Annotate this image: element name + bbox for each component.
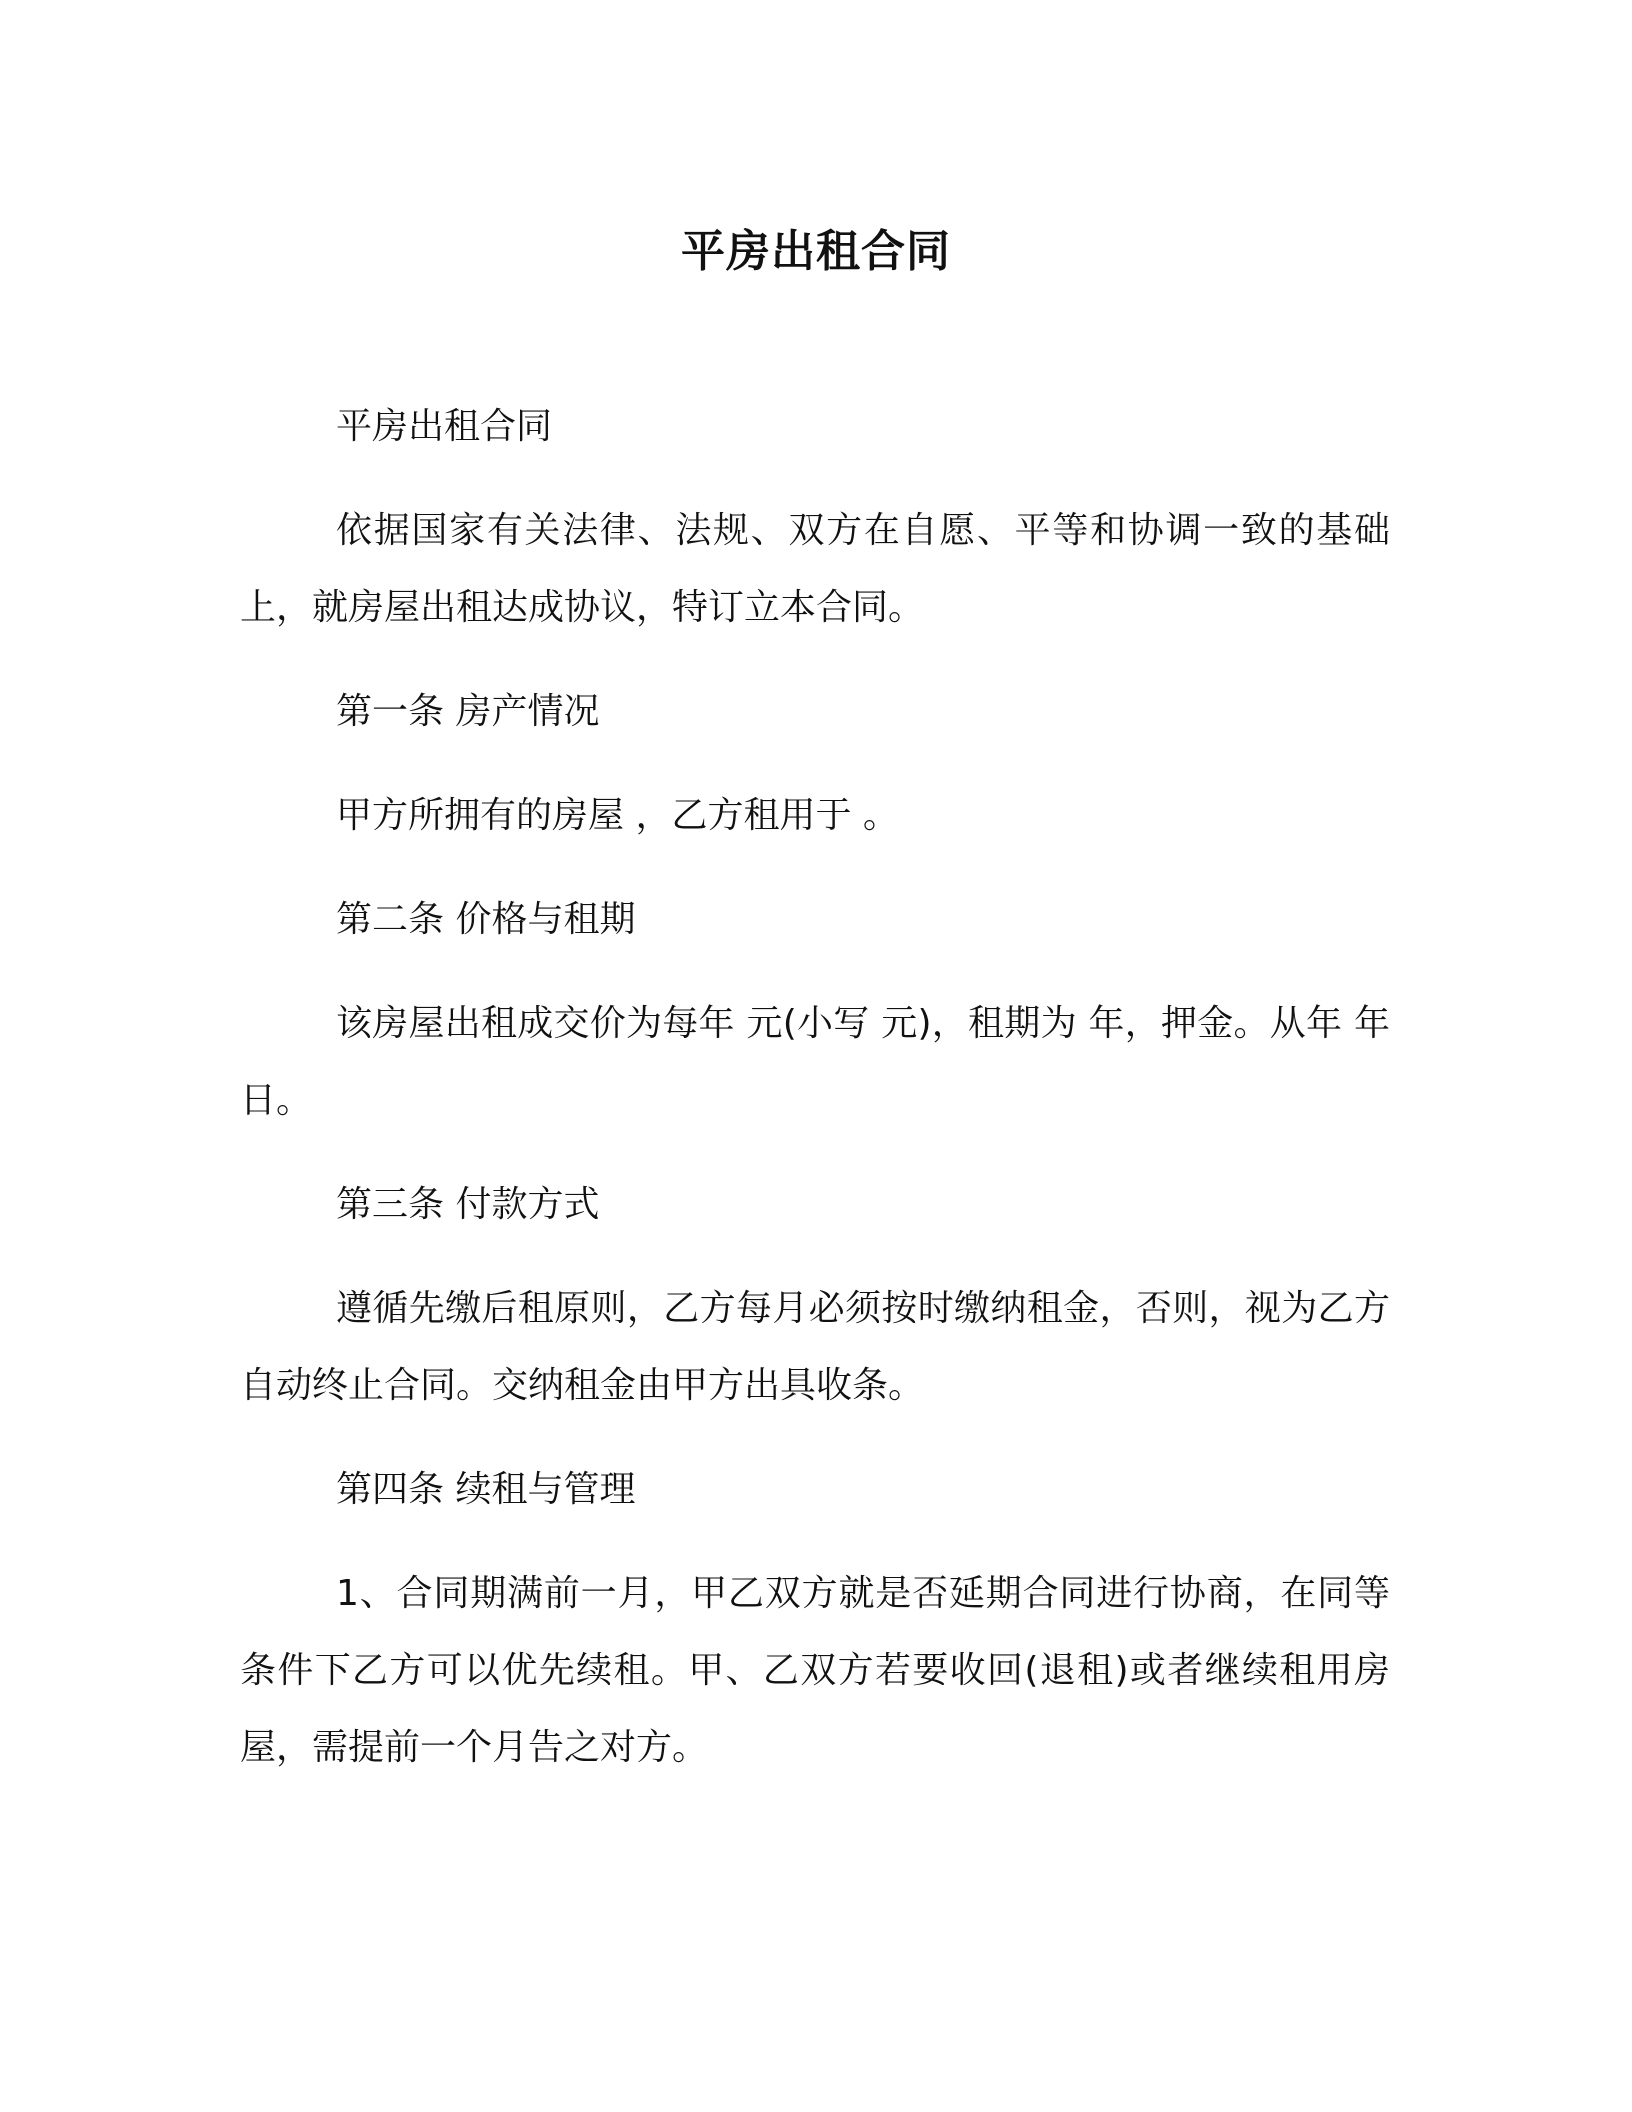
article-2-text: 该房屋出租成交价为每年 元(小写 元)，租期为 年，押金。从年 年 日。 [240,1003,1390,1121]
article-1-heading: 第一条 房产情况 [336,691,600,732]
article-4-heading: 第四条 续租与管理 [336,1469,636,1510]
article-1-text: 甲方所拥有的房屋 ，乙方租用于 。 [336,795,899,836]
article-4-item-1: 1、合同期满前一月，甲乙双方就是否延期合同进行协商，在同等条件下乙方可以优先续租。甲、乙双方若要收回(退租)或者继续租用房屋，需提前一个月告之对方。 [240,1573,1390,1768]
article-3-heading: 第三条 付款方式 [336,1184,600,1225]
subtitle-paragraph: 平房出租合同 [336,406,553,447]
preamble-paragraph: 依据国家有关法律、法规、双方在自愿、平等和协调一致的基础上，就房屋出租达成协议，特订立本合同。 [240,510,1390,628]
document-title: 平房出租合同 [681,226,951,277]
document-body [240,388,1390,1813]
article-3-text: 遵循先缴后租原则，乙方每月必须按时缴纳租金，否则，视为乙方自动终止合同。交纳租金由甲方出具收条。 [240,1288,1390,1406]
article-2-heading: 第二条 价格与租期 [336,899,636,940]
